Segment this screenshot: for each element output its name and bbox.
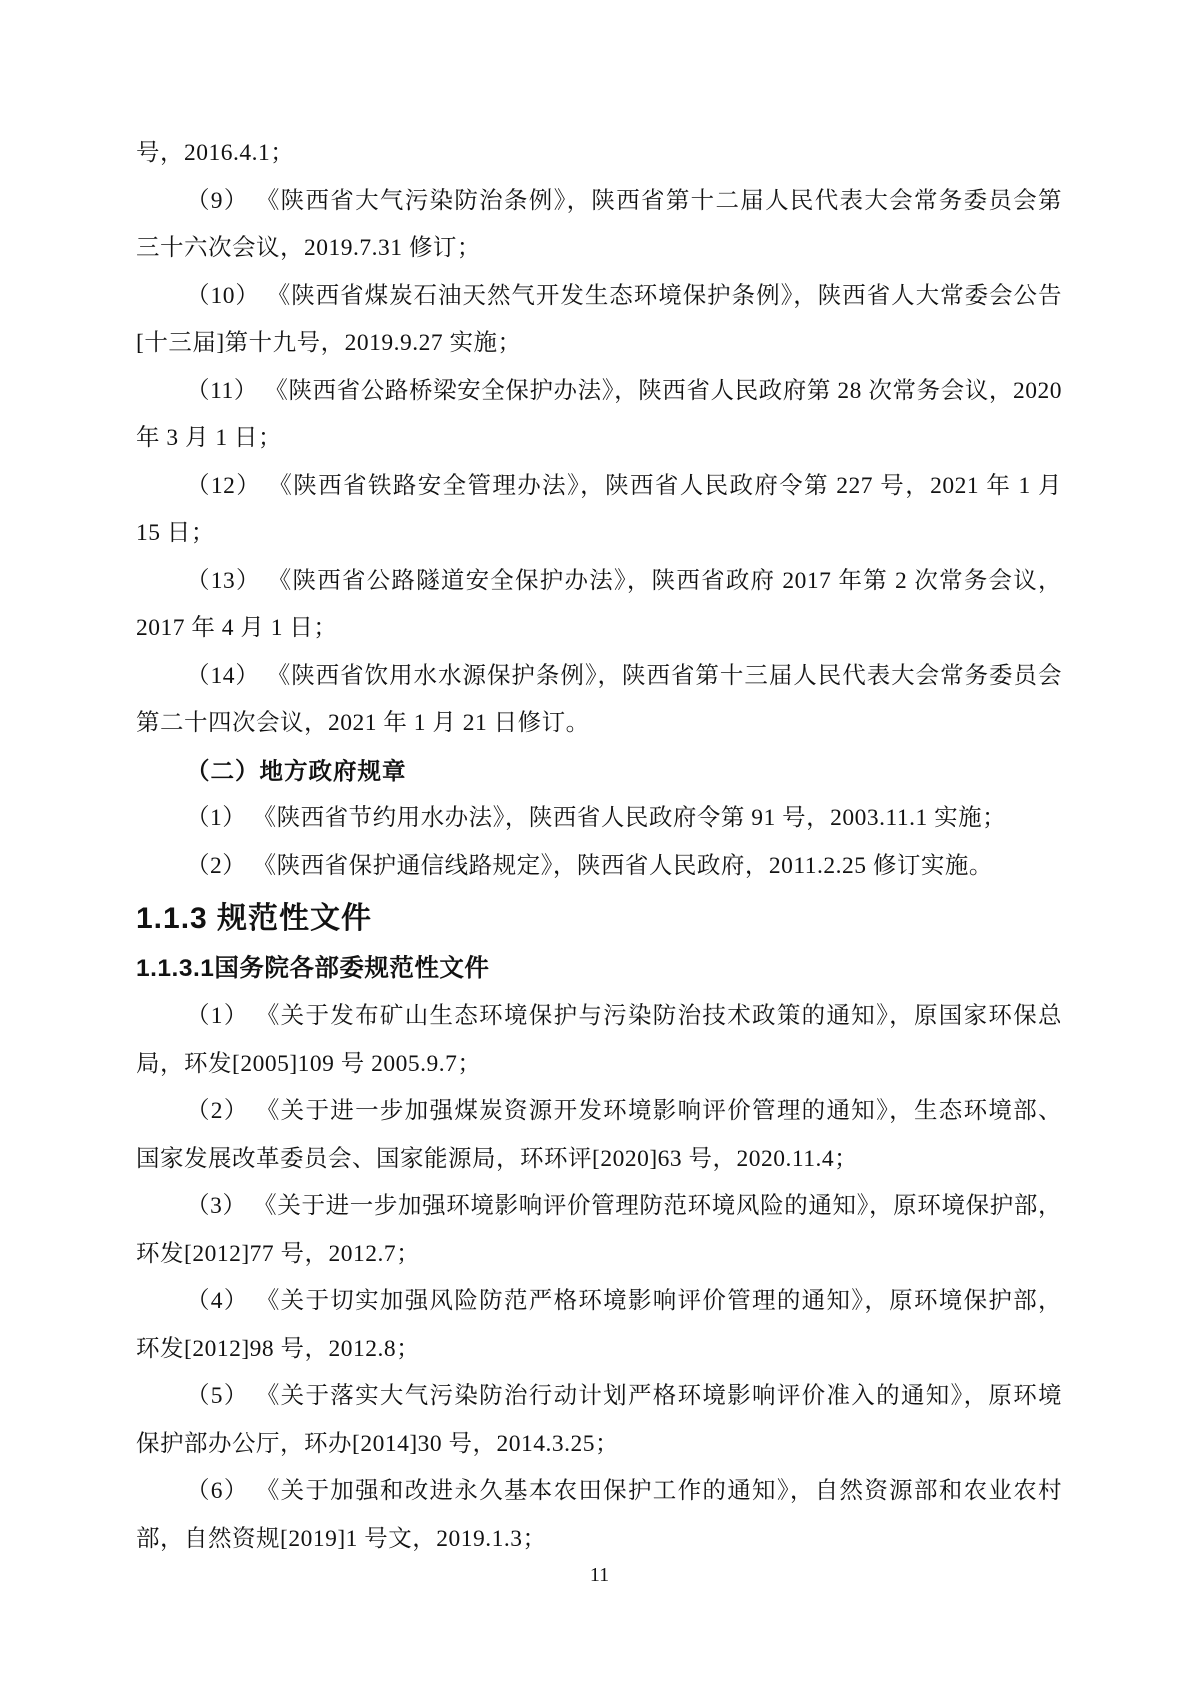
item-12-line-2: 15 日； — [136, 520, 215, 546]
notice-item-6-line-1: （6） 《关于加强和改进永久基本农田保护工作的通知》，自然资源部和农业农村 — [186, 1478, 1062, 1504]
item-10-line-1: （10） 《陕西省煤炭石油天然气开发生态环境保护条例》，陕西省人大常委会公告 — [186, 282, 1062, 309]
item-11-line-2: 年 3 月 1 日； — [136, 425, 282, 451]
page-number: 11 — [589, 1564, 610, 1586]
subheading-local-government-rules: （二）地方政府规章 — [186, 757, 407, 784]
notice-item-1-line-2: 局，环发[2005]109 号 2005.9.7； — [136, 1050, 482, 1077]
local-rule-item-2: （2） 《陕西省保护通信线路规定》，陕西省人民政府，2011.2.25 修订实施。 — [186, 852, 993, 879]
item-12-line-1: （12） 《陕西省铁路安全管理办法》，陕西省人民政府令第 227 号，2021 年 1 月 — [186, 472, 1062, 499]
item-9-line-2: 三十六次会议，2019.7.31 修订； — [136, 235, 481, 261]
local-rule-item-1: （1） 《陕西省节约用水办法》，陕西省人民政府令第 91 号，2003.11.1 实施； — [186, 805, 1007, 831]
heading-1-1-3-normative-documents: 1.1.3 规范性文件 — [136, 902, 373, 935]
notice-item-3-line-1: （3） 《关于进一步加强环境影响评价管理防范环境风险的通知》，原环境保护部， — [186, 1193, 1062, 1219]
notice-item-2-line-2: 国家发展改革委员会、国家能源局，环环评[2020]63 号，2020.11.4； — [136, 1145, 859, 1172]
item-11-line-1: （11） 《陕西省公路桥梁安全保护办法》，陕西省人民政府第 28 次常务会议，2020 — [186, 377, 1062, 404]
notice-item-2-line-1: （2） 《关于进一步加强煤炭资源开发环境影响评价管理的通知》，生态环境部、 — [186, 1098, 1062, 1124]
notice-item-1-line-1: （1） 《关于发布矿山生态环境保护与污染防治技术政策的通知》，原国家环保总 — [186, 1003, 1062, 1029]
item-8-continuation: 号，2016.4.1； — [136, 140, 295, 166]
notice-item-4-line-1: （4） 《关于切实加强风险防范严格环境影响评价管理的通知》，原环境保护部， — [186, 1288, 1062, 1314]
notice-item-4-line-2: 环发[2012]98 号，2012.8； — [136, 1335, 421, 1362]
item-10-line-2: [十三届]第十九号，2019.9.27 实施； — [136, 330, 522, 356]
item-14-line-2: 第二十四次会议，2021 年 1 月 21 日修订。 — [136, 710, 590, 736]
subheading-1-1-3-1-state-council-documents: 1.1.3.1国务院各部委规范性文件 — [136, 955, 490, 982]
notice-item-3-line-2: 环发[2012]77 号，2012.7； — [136, 1240, 421, 1267]
item-9-line-1: （9） 《陕西省大气污染防治条例》，陕西省第十二届人民代表大会常务委员会第 — [186, 187, 1062, 214]
notice-item-5-line-2: 保护部办公厅，环办[2014]30 号，2014.3.25； — [136, 1430, 620, 1457]
item-14-line-1: （14） 《陕西省饮用水水源保护条例》，陕西省第十三届人民代表大会常务委员会 — [186, 662, 1062, 689]
notice-item-5-line-1: （5） 《关于落实大气污染防治行动计划严格环境影响评价准入的通知》，原环境 — [186, 1383, 1062, 1409]
item-13-line-1: （13） 《陕西省公路隧道安全保护办法》，陕西省政府 2017 年第 2 次常务会议， — [186, 567, 1062, 594]
document-body — [136, 130, 1062, 1563]
notice-item-6-line-2: 部，自然资规[2019]1 号文，2019.1.3； — [136, 1525, 547, 1552]
item-13-line-2: 2017 年 4 月 1 日； — [136, 615, 338, 641]
